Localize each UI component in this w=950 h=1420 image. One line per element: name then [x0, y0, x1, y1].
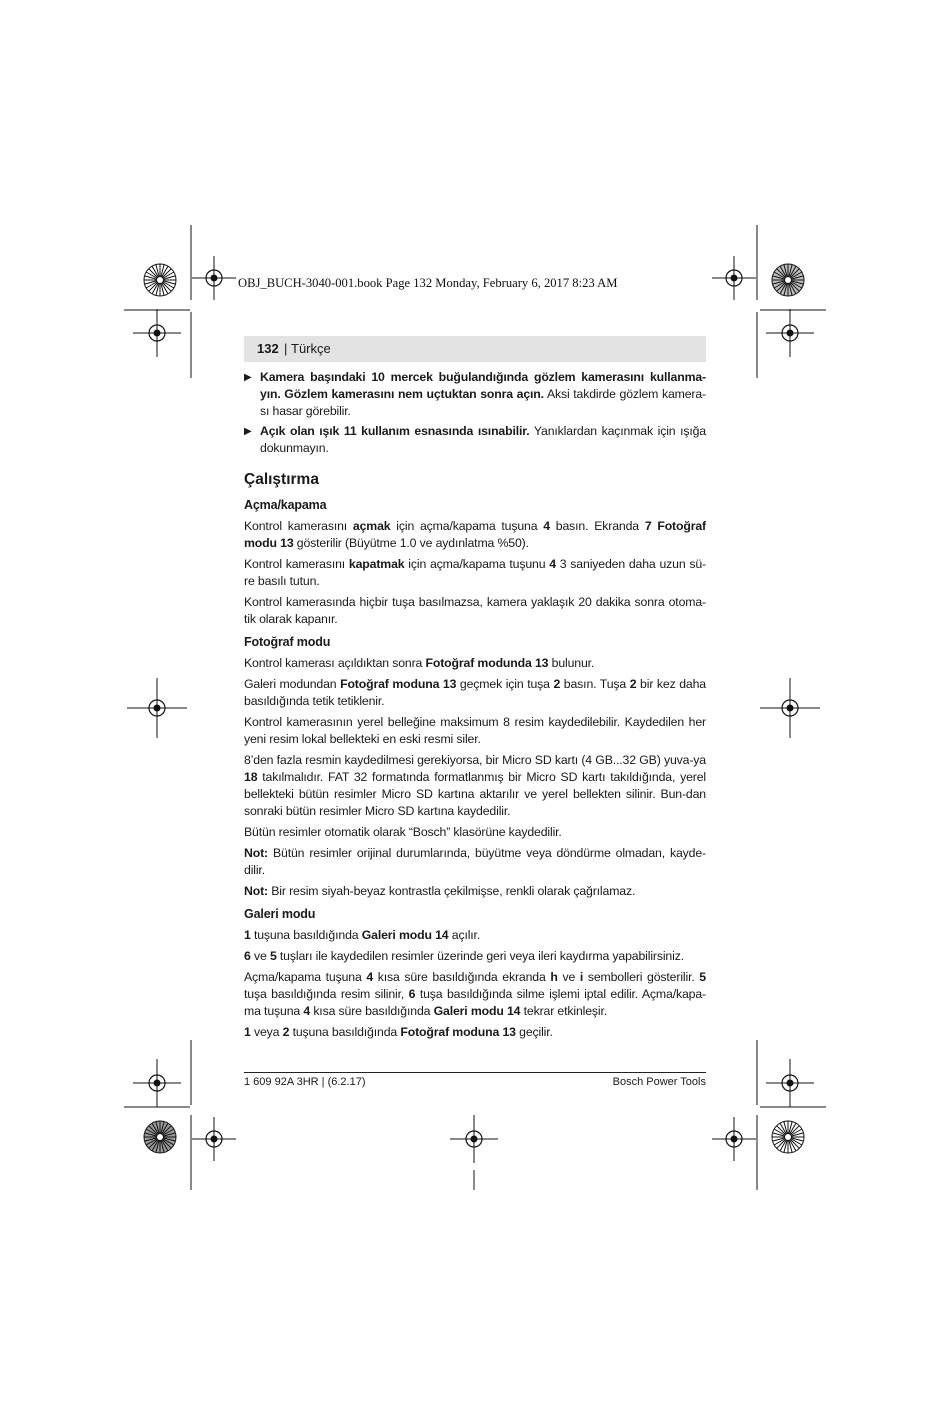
paragraph: Kontrol kamerasını kapatmak için açma/kapama tuşunu 4 3 saniyeden daha uzun sü-re basılı tutun.	[244, 557, 706, 588]
registration-dot	[211, 275, 218, 282]
subsection-title-gallery: Galeri modu	[244, 907, 316, 921]
triangle-bullet-icon: ▶	[244, 372, 252, 383]
note: Not: Bir resim siyah-beyaz kontrastla çekilmişse, renkli olarak çağrılamaz.	[244, 884, 636, 898]
paragraph: 1 tuşuna basıldığında Galeri modu 14 açılır.	[244, 928, 481, 942]
footer-brand: Bosch Power Tools	[612, 1076, 706, 1088]
warning-bold-text: Açık olan ışık 11 kullanım esnasında ısınabilir.	[260, 424, 530, 438]
warning-item	[244, 369, 706, 420]
subsection-title-photo: Fotoğraf modu	[244, 635, 331, 649]
triangle-bullet-icon: ▶	[244, 426, 252, 437]
paragraph: Kontrol kamerasında hiçbir tuşa basılmazsa, kamera yaklaşık 20 dakika sonra otoma-tik olarak kapanır.	[244, 595, 706, 626]
note: Not: Bütün resimler orijinal durumlarında, büyütme veya döndürme olmadan, kayde-dilir.	[244, 846, 706, 877]
header-separator: |	[284, 341, 288, 356]
warning-regular-text: Yanıklardan kaçınmak için ışığa dokunmayın.	[260, 424, 706, 455]
paragraph: 1 veya 2 tuşuna basıldığında Fotoğraf moduna 13 geçilir.	[244, 1025, 553, 1039]
paragraph: 8’den fazla resmin kaydedilmesi gerekiyorsa, bir Micro SD kartı (4 GB...32 GB) yuva-ya 18 takılmalıdır. FAT 32 formatında formatlanmış bir Micro SD kartı takıldığında, yerel bellekteki bütün resimler Micro SD kartına aktarılır ve yerel bellekten silinir. Bun-dan sonraki bütün resimler Micro SD kartına kaydedilir.	[244, 753, 706, 818]
registration-dot	[154, 1080, 161, 1087]
registration-dot	[787, 330, 794, 337]
starburst-center	[157, 277, 163, 283]
registration-dot	[787, 705, 794, 712]
paragraph: Kontrol kamerası açıldıktan sonra Fotoğraf modunda 13 bulunur.	[244, 656, 595, 670]
paragraph: Galeri modundan Fotoğraf moduna 13 geçmek için tuşa 2 basın. Tuşa 2 bir kez daha basıldığında tetik tetiklenir.	[244, 677, 706, 708]
registration-dot	[211, 1136, 218, 1143]
registration-dot	[731, 275, 738, 282]
starburst-center	[785, 1134, 791, 1140]
footer-rule	[244, 1072, 706, 1073]
registration-dot	[154, 330, 161, 337]
starburst-center	[157, 1134, 163, 1140]
footer-doc-code: 1 609 92A 3HR | (6.2.17)	[244, 1076, 366, 1088]
warning-item	[244, 423, 706, 457]
warning-text	[260, 423, 706, 457]
registration-dot	[154, 705, 161, 712]
registration-dot	[471, 1136, 478, 1143]
warning-regular-text: Aksi takdirde gözlem kamera-sı hasar görebilir.	[260, 387, 706, 418]
paragraph: 6 ve 5 tuşları ile kaydedilen resimler üzerinde geri veya ileri kaydırma yapabilirsiniz.	[244, 949, 684, 963]
page-number: 132	[257, 341, 279, 356]
warning-text	[260, 369, 706, 420]
print-slug-line: OBJ_BUCH-3040-001.book Page 132 Monday, February 6, 2017 8:23 AM	[238, 276, 618, 290]
paragraph: Kontrol kamerasını açmak için açma/kapama tuşuna 4 basın. Ekranda 7 Fotoğraf modu 13 gösterilir (Büyütme 1.0 ve aydınlatma %50).	[244, 519, 706, 550]
warning-bold-text: Kamera başındaki 10 mercek buğulandığında gözlem kamerasını kullanma-yın. Gözlem kamerasını nem uçtuktan sonra açın.	[260, 370, 706, 401]
section-title: Çalıştırma	[244, 471, 319, 488]
main-content	[244, 369, 706, 1045]
page-header-bar	[244, 336, 706, 362]
header-language: Türkçe	[291, 341, 331, 356]
registration-dot	[787, 1080, 794, 1087]
paragraph: Kontrol kamerasının yerel belleğine maksimum 8 resim kaydedilebilir. Kaydedilen her yeni resim lokal bellekteki en eski resmi siler.	[244, 715, 706, 746]
starburst-center	[785, 277, 791, 283]
paragraph: Bütün resimler otomatik olarak “Bosch” klasörüne kaydedilir.	[244, 825, 562, 839]
paragraph: Açma/kapama tuşuna 4 kısa süre basıldığında ekranda h ve i sembolleri gösterilir. 5 tuşa basıldığında resim silinir, 6 tuşa basıldığında silme işlemi iptal edilir. Açma/kapa-ma tuşuna 4 kısa süre basıldığında Galeri modu 14 tekrar etkinleşir.	[244, 970, 706, 1018]
subsection-title-power: Açma/kapama	[244, 498, 327, 512]
registration-dot	[731, 1136, 738, 1143]
